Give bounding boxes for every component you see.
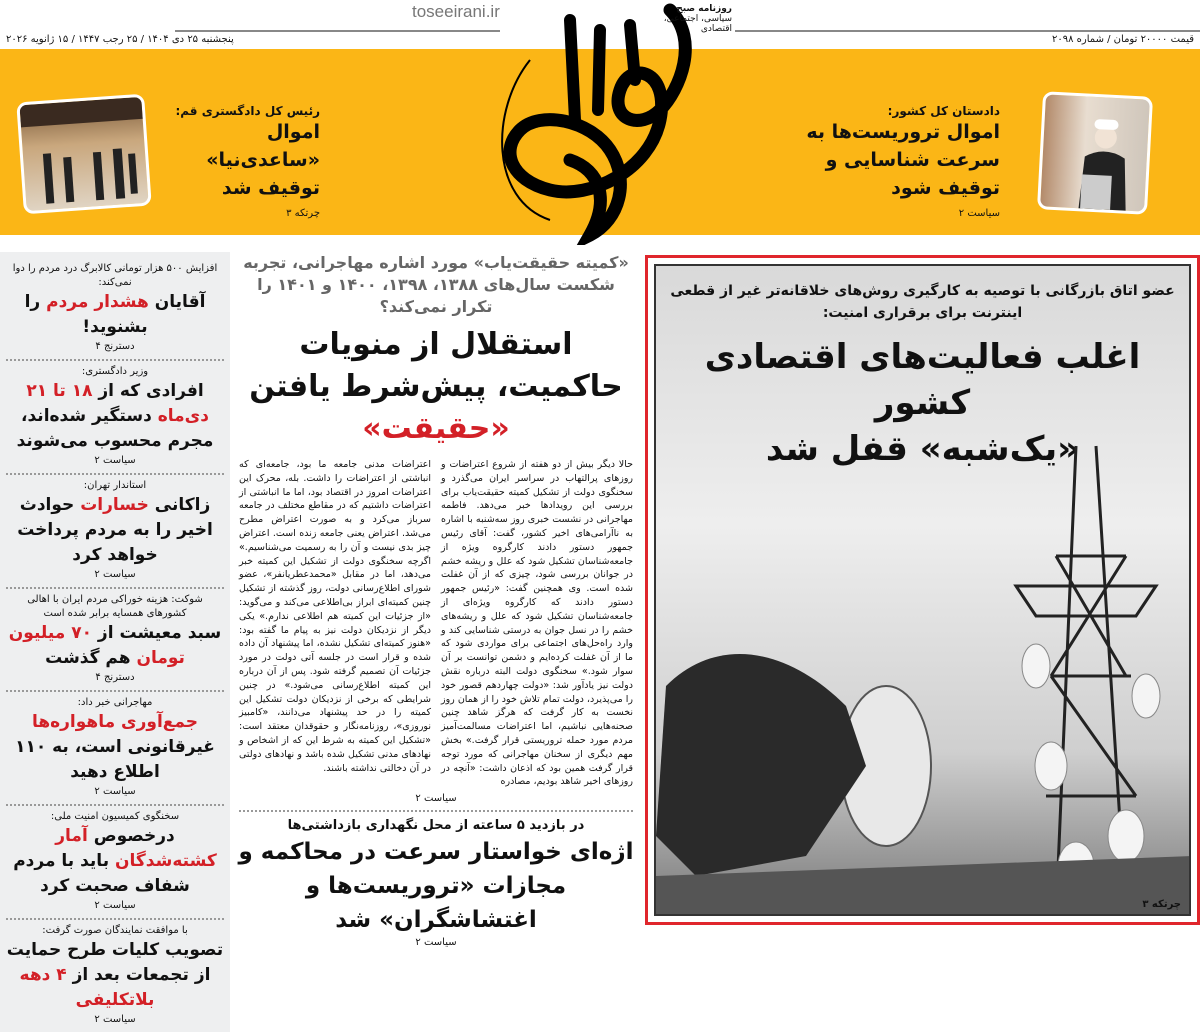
teaser-headline: اموال تروریست‌ها به سرعت شناسایی و توقیف شود	[806, 121, 1000, 199]
story-kicker: شوکت: هزینه خوراکی مردم ایران با اهالی کشورهای همسایه برابر شده است	[27, 594, 203, 619]
telecom-tower-photo	[656, 436, 1191, 916]
headline-part: را بشنوید!	[24, 292, 148, 337]
teaser-kicker: رئیس کل دادگستری قم:	[175, 104, 320, 118]
sidebar-story[interactable]	[6, 361, 224, 475]
headline-highlight: آمار کشته‌شدگان	[55, 826, 217, 871]
teaser-photo-store	[16, 94, 152, 215]
soldier-silhouette	[656, 654, 866, 876]
story-headline	[6, 824, 224, 899]
headline-part: هم گذشت	[45, 648, 137, 668]
story-kicker: سخنگوی کمیسیون امنیت ملی:	[50, 811, 180, 822]
story-headline	[6, 621, 224, 671]
divider	[239, 810, 633, 812]
teaser-prosecutor[interactable]	[800, 104, 1000, 219]
story-page-ref: دسترنج ۴	[95, 341, 135, 352]
story-kicker: عضو اتاق بازرگانی با توصیه به کارگیری روش‌های خلاقانه‌تر غیر از قطعی اینترنت برای برقراری امنیت:	[670, 283, 1175, 321]
story-kicker: مهاجرانی خبر داد:	[77, 697, 153, 708]
headline-highlight: ۷۰ میلیون تومان	[8, 623, 185, 668]
tagline-sub: سیاسی، اجتماعی، اقتصادی	[663, 14, 732, 34]
tagline	[652, 4, 732, 34]
story-body	[235, 458, 637, 789]
headline-part: غیرقانونی است، به ۱۱۰ اطلاع دهید	[15, 737, 215, 782]
sidebar-story[interactable]	[6, 589, 224, 692]
story-kicker: با موافقت نمایندگان صورت گرفت:	[42, 925, 188, 936]
headline-highlight: خسارات	[80, 495, 149, 515]
sidebar-story[interactable]	[6, 475, 224, 589]
story-headline	[6, 710, 224, 785]
story-headline	[6, 493, 224, 568]
website-link[interactable]: toseeirani.ir	[412, 2, 500, 21]
body-column-left: اعتراضات مدنی جامعه ما بود، جامعه‌ای که انباشتی از اعتراضات را داشت. بله، محرک این اعتراضات امروز در اقتصاد بود، اما ما انباشتی از اعتراضات داشتیم که در مقاطع مختلف در جامعه سرباز می‌کرد و به صورت اعتراض مطرح می‌شد. اعتراض یعنی جامعه زنده است. اعتراض چیز بدی نیست و آن را به رسمیت می‌شناسیم.» اگرچه سخنگوی دولت از تشکیل این کمیته خبر می‌دهد، اما در مقابل «محمدعطریانفر»، عضو شورای اطلاع‌رسانی دولت، روز گذشته از تشکیل چنین کمیته‌ای ابراز بی‌اطلاعی می‌کند و می‌گوید: «از جزئیات این کمیته هم اطلاعی ندارم.» یکی دیگر از نزدیکان دولت نیز به پیام ما گفته بود: «هنوز کمیته‌ای تشکیل نشده، اما پیشنهاد آن داده شده و قرار است در جلسه آتی دولت در مورد جزئیات آن تصمیم گرفته شود. پس از آن درباره این کمیته اطلاع‌رسانی می‌شود.» در چنین شرایطی که برخی از نزدیکان دولت تشکیل این کمیته را در حد پیشنهاد می‌دانند، «کامبیز نوروزی»، روزنامه‌نگار و حقوقدان معتقد است: «تشکیل این کمیته به شرط این که از اشخاص و نهادهای مدنی تشکیل شده باشد و نهادهای دولتی در آن دخالتی نداشته باشند.	[239, 459, 431, 774]
story-page-ref: سیاست ۲	[94, 455, 136, 466]
story-page-ref: سیاست ۲	[415, 937, 457, 949]
antenna-dishes	[1022, 644, 1160, 890]
headline-part: زاکانی	[148, 495, 211, 515]
headline-line: اغلب فعالیت‌های اقتصادی کشور	[704, 337, 1141, 423]
main-story[interactable]	[645, 255, 1200, 925]
divider	[735, 30, 1200, 32]
story-headline	[6, 938, 224, 1013]
headline-part: باید با مردم شفاف صحبت کرد	[13, 851, 190, 896]
teaser-kicker: دادستان کل کشور:	[887, 104, 1000, 118]
teaser-page-ref: سیاست ۲	[958, 208, 1000, 219]
story-headline	[6, 290, 224, 340]
story-page-ref: سیاست ۲	[94, 569, 136, 580]
story-page-ref: سیاست ۲	[94, 900, 136, 911]
issue-date: پنجشنبه ۲۵ دی ۱۴۰۴ / ۲۵ رجب ۱۴۴۷ / ۱۵ ژانویه ۲۰۲۶	[6, 34, 234, 45]
tagline-title: روزنامه صبح	[676, 4, 732, 14]
story-kicker: در بازدید ۵ ساعته از محل نگهداری بازداشتی‌ها	[287, 818, 585, 834]
headline-part: تصویب کلیات طرح حمایت از تجمعات بعد از	[6, 940, 224, 985]
headline-part: آقایان	[148, 292, 206, 312]
crowd-illustration	[19, 96, 151, 214]
center-story[interactable]	[235, 252, 637, 789]
sidebar-story[interactable]	[6, 806, 224, 920]
story-kicker: استاندار تهران:	[83, 480, 147, 491]
headline-highlight: جمع‌آوری ماهواره‌ها	[31, 712, 199, 732]
teaser-page-ref: چرتکه ۳	[286, 208, 320, 219]
story-headline	[235, 324, 637, 450]
teaser-headline: اموال «ساعدی‌نیا» توقیف شد	[206, 121, 320, 199]
teaser-qom[interactable]	[170, 104, 320, 219]
body-column-right: حالا دیگر بیش از دو هفته از شروع اعتراضات و روزهای پرالتهاب در سراسر ایران می‌گذرد و سخنگوی دولت از تشکیل کمیته حقیقت‌یاب برای بررسی این رویدادها خبر می‌دهد. فاطمه مهاجرانی در نشست خبری روز سه‌شنبه با اشاره به ناآرامی‌های اخیر کشور، گفت: آقای رئیس جمهور دستور دادند کارگروه ویژه از جامعه‌شناسان تشکیل شود که علل و ریشه خشم در جوانان بررسی شود، چیزی که از آن غفلت شده است. وی همچنین گفت: «رئیس جمهور دستور دادند که کارگروه ویژه‌ای از جامعه‌شناسان تشکیل شود که علل و ریشه‌های خشم را در نسل جوان به درستی شناسایی کند و وارد راه‌حل‌های اجتماعی برای مواردی شود که ما از آن غفلت کرده‌ایم و دشمن توانست بر آن سوار شود.» سخنگوی دولت البته درباره نقش دولت نیز یادآور شد: «دولت چهاردهم قصور خود را می‌پذیرد، دولت تمام تلاش خود را از همان روز نخست به کار گرفت که هرگز شاهد چنین صحنه‌هایی نباشیم، اما اعتراضات مسالمت‌آمیز مردم مورد حمله تروریستی قرار گرفت.» بخش مهم دیگری از سخنان مهاجرانی که مورد توجه قرار گرفت همین بود که اذعان داشت: «آنچه در روزهای اخیر شاهد بودیم، مصادره	[441, 459, 633, 788]
story-kicker: افزایش ۵۰۰ هزار تومانی کالابرگ درد مردم را دوا نمی‌کند:	[12, 263, 218, 288]
headline-part: درخصوص	[87, 826, 175, 846]
news-sidebar	[0, 252, 230, 1032]
center-column	[235, 252, 637, 948]
story-page-ref: دسترنج ۴	[95, 672, 135, 683]
person-illustration	[1040, 94, 1153, 214]
price-issue-number: قیمت ۲۰۰۰۰ تومان / شماره ۲۰۹۸	[1052, 34, 1194, 45]
headline-part: سبد معیشت از	[92, 623, 222, 643]
headline-part: افرادی که از	[92, 381, 204, 401]
headline-line: «یک‌شبه» قفل شد	[765, 429, 1080, 469]
divider	[175, 30, 500, 32]
sidebar-story[interactable]	[6, 920, 224, 1032]
story-headline	[6, 379, 224, 454]
sidebar-story[interactable]	[6, 692, 224, 806]
teaser-photo-prosecutor	[1037, 91, 1153, 215]
story-page-ref: سیاست ۲	[415, 793, 457, 805]
story-page-ref: سیاست ۲	[94, 1014, 136, 1025]
story-page-ref: سیاست ۲	[94, 786, 136, 797]
story-headline: اژه‌ای خواستار سرعت در محاکمه و مجازات «تروریست‌ها و اغتشاشگران» شد	[238, 839, 634, 934]
headline-highlight: ۱۸ تا ۲۱ دی‌ماه	[26, 381, 209, 426]
newspaper-logo	[470, 0, 720, 245]
story-kicker: وزیر دادگستری:	[81, 366, 149, 377]
story-page-ref: چرتکه ۳	[1142, 899, 1181, 910]
story-subhead: «کمیته حقیقت‌یاب» مورد اشاره مهاجرانی، تجربه شکست سال‌های ۱۳۸۸، ۱۳۹۸، ۱۴۰۰ و ۱۴۰۱ را تکرار نمی‌کند؟	[243, 253, 629, 316]
headline-part: دستگیر شده‌اند، مجرم محسوب می‌شوند	[16, 406, 214, 451]
headline-highlight: هشدار مردم	[46, 292, 149, 312]
headline-part: حوادث اخیر را به مردم پرداخت خواهد کرد	[17, 495, 213, 565]
headline-part: استقلال از منویات حاکمیت، پیش‌شرط یافتن	[249, 327, 623, 404]
headline-highlight: ۴ دهه بلاتکلیفی	[19, 965, 155, 1010]
headline-highlight: «حقیقت»	[362, 411, 510, 446]
sidebar-story[interactable]	[6, 258, 224, 361]
